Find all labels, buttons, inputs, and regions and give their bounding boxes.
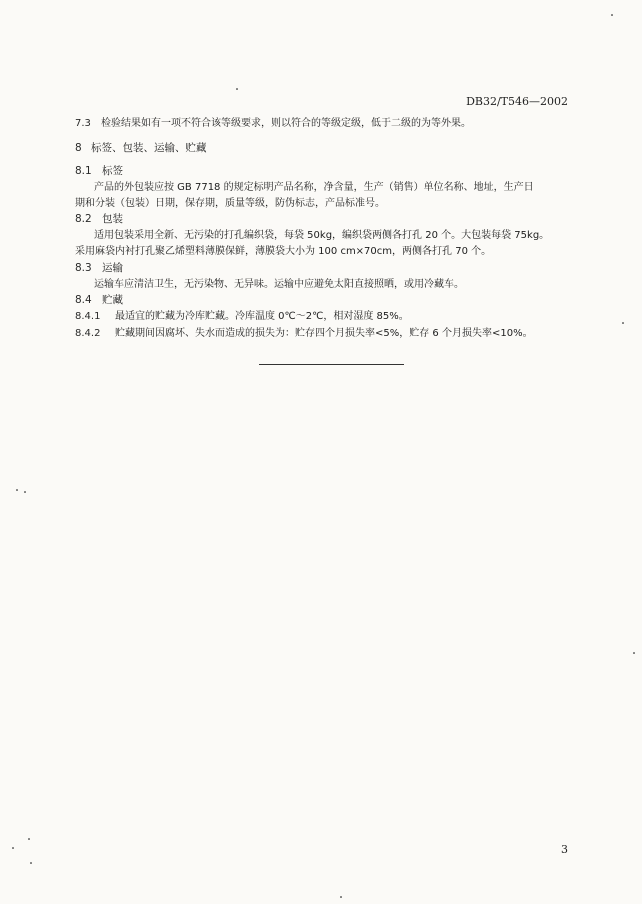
section-8-1-heading [75, 165, 123, 178]
scan-speck [16, 489, 18, 491]
scan-speck [340, 896, 342, 898]
scan-speck [236, 88, 238, 90]
clause-text: 检验结果如有一项不符合该等级要求，则以符合的等级定级，低于二级的为等外果。 [101, 118, 471, 129]
clause-text: 最适宜的贮藏为冷库贮藏。冷库温度 0℃～2℃，相对湿度 85%。 [115, 311, 409, 322]
end-rule [259, 364, 404, 365]
section-number: 8.2 [75, 213, 92, 225]
scan-speck [633, 652, 635, 654]
clause-number: 8.4.1 [75, 311, 101, 322]
section-title: 标签、包装、运输、贮藏 [91, 142, 207, 154]
clause-7-3 [75, 117, 471, 130]
scan-speck [28, 838, 30, 840]
standard-code: DB32/T546—2002 [466, 95, 568, 108]
clause-number: 8.4.2 [75, 328, 101, 339]
page-number: 3 [561, 843, 568, 856]
clause-text: 贮藏期间因腐坏、失水而造成的损失为：贮存四个月损失率<5%，贮存 6 个月损失率<10%。 [115, 328, 533, 339]
scan-speck [622, 322, 624, 324]
section-8-2-heading [75, 213, 123, 226]
section-number: 8 [75, 142, 82, 154]
section-number: 8.4 [75, 294, 92, 306]
section-8-1-text-line-2: 期和分装（包装）日期，保存期，质量等级，防伪标志，产品标准号。 [75, 198, 385, 209]
scan-speck [30, 862, 32, 864]
scan-speck [611, 14, 613, 16]
section-title: 包装 [102, 213, 123, 225]
section-number: 8.3 [75, 262, 92, 274]
scan-speck [24, 491, 26, 493]
section-8-2-text-line-1: 适用包装采用全新、无污染的打孔编织袋，每袋 50kg，编织袋两侧各打孔 20 个。大包装每袋 75kg。 [94, 230, 550, 241]
clause-8-4-2 [75, 327, 533, 340]
section-number: 8.1 [75, 165, 92, 177]
clause-8-4-1 [75, 310, 409, 323]
clause-number: 7.3 [75, 118, 91, 129]
section-title: 贮藏 [102, 294, 123, 306]
section-title: 标签 [102, 165, 123, 177]
section-8-3-heading [75, 262, 123, 275]
section-8-1-text-line-1: 产品的外包装应按 GB 7718 的规定标明产品名称，净含量，生产（销售）单位名称、地址，生产日 [94, 182, 534, 193]
section-8-4-heading [75, 294, 123, 307]
section-8-heading [75, 142, 207, 155]
scan-speck [12, 847, 14, 849]
section-8-3-text-line-1: 运输车应清洁卫生，无污染物、无异味。运输中应避免太阳直接照晒，或用冷藏车。 [94, 279, 464, 290]
section-8-2-text-line-2: 采用麻袋内衬打孔聚乙烯塑料薄膜保鲜，薄膜袋大小为 100 cm×70cm，两侧各打孔 70 个。 [75, 246, 492, 257]
section-title: 运输 [102, 262, 123, 274]
